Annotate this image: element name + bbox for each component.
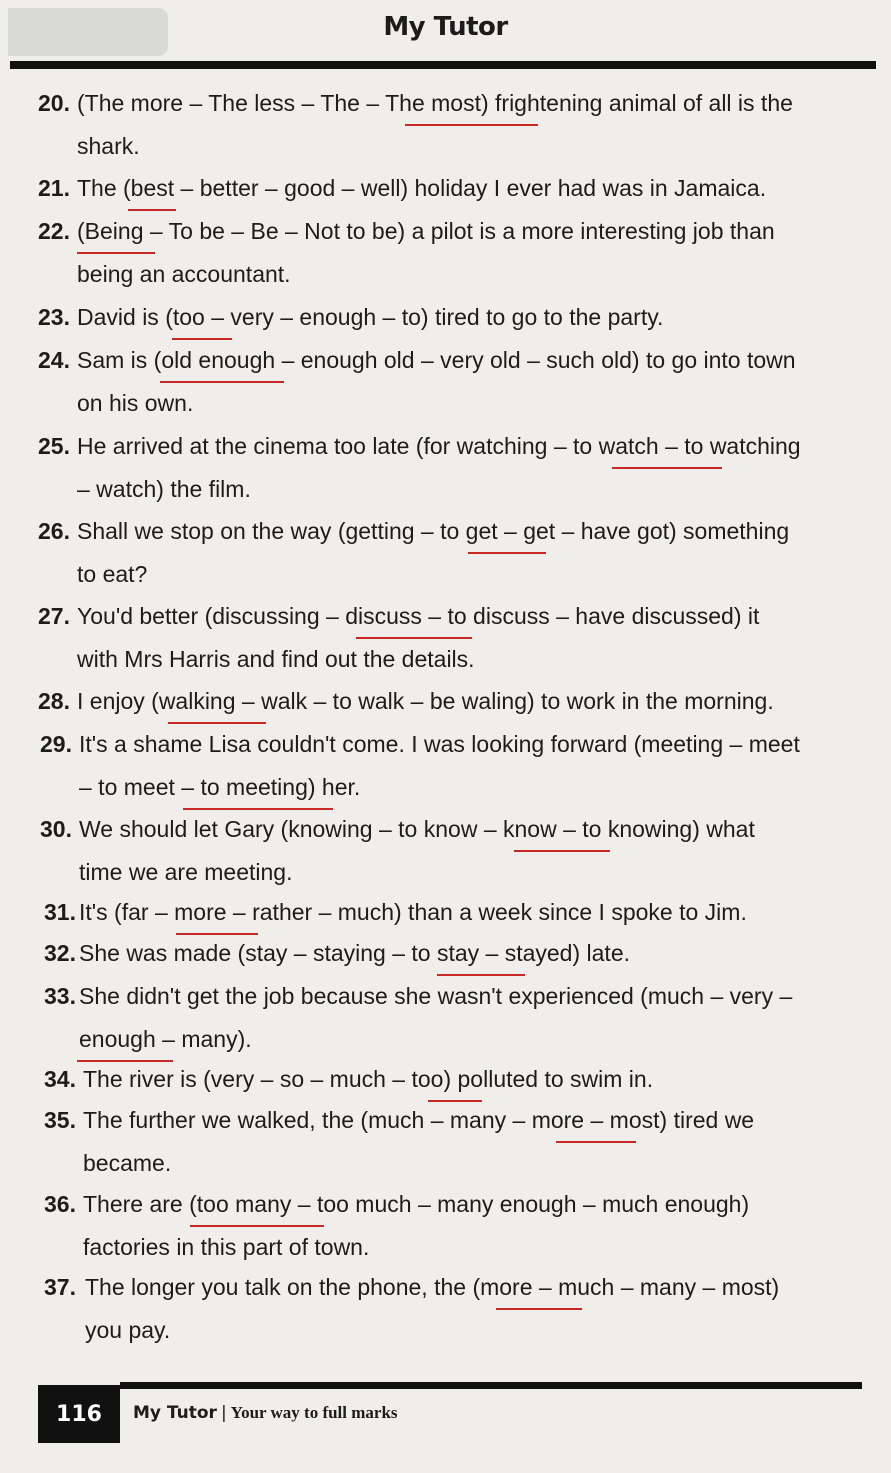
question-text-line: It's (far – more – rather – much) than a week since I spoke to Jim. (79, 899, 747, 925)
question-text-line: She didn't get the job because she wasn't experienced (much – very – (79, 983, 793, 1009)
question-text-line: Shall we stop on the way (getting – to get – get – have got) something (77, 518, 790, 544)
question-text-line: became. (83, 1150, 172, 1176)
question-text-line: Sam is (old enough – enough old – very old – such old) to go into town (77, 347, 796, 373)
answer-underline-mark (556, 1141, 636, 1143)
footer-separator: | (220, 1403, 227, 1423)
footer-brand-name: My Tutor (133, 1403, 217, 1423)
answer-underline-mark (514, 850, 610, 852)
question-text-line: You'd better (discussing – discuss – to discuss – have discussed) it (77, 603, 760, 629)
question-text-line: – watch) the film. (77, 476, 251, 502)
question-number: 20. (38, 90, 70, 116)
question-number: 23. (38, 304, 70, 330)
question-text-line: The further we walked, the (much – many – more – most) tired we (83, 1107, 755, 1133)
question-text-line: factories in this part of town. (83, 1234, 370, 1260)
question-text-line: on his own. (77, 390, 194, 416)
question-text-line: enough – many). (79, 1026, 252, 1052)
question-text-line: The (best – better – good – well) holiday I ever had was in Jamaica. (77, 175, 767, 201)
footer-brand (133, 1403, 398, 1423)
page-number: 116 (38, 1385, 120, 1443)
answer-underline-mark (172, 338, 232, 340)
answer-underline-mark (612, 467, 722, 469)
answer-underline-mark (468, 552, 546, 554)
question-text-line: with Mrs Harris and find out the details. (77, 646, 475, 672)
answer-underline-mark (176, 933, 258, 935)
question-number: 32. (44, 940, 76, 966)
question-number: 28. (38, 688, 70, 714)
question-text-line: It's a shame Lisa couldn't come. I was looking forward (meeting – meet (79, 731, 800, 757)
question-number: 37. (44, 1274, 76, 1300)
answer-underline-mark (77, 1060, 173, 1062)
question-number: 29. (40, 731, 72, 757)
question-number: 21. (38, 175, 70, 201)
header-rule (10, 61, 876, 69)
answer-underline-mark (77, 252, 155, 254)
answer-underline-mark (437, 974, 525, 976)
question-text-line: I enjoy (walking – walk – to walk – be waling) to work in the morning. (77, 688, 774, 714)
question-text-line: you pay. (85, 1317, 171, 1343)
question-number: 24. (38, 347, 70, 373)
answer-underline-mark (356, 637, 472, 639)
answer-underline-mark (496, 1308, 582, 1310)
question-text-line: (The more – The less – The – The most) frightening animal of all is the (77, 90, 793, 116)
question-number: 30. (40, 816, 72, 842)
question-text-line: David is (too – very – enough – to) tired to go to the party. (77, 304, 664, 330)
footer-rule (120, 1382, 862, 1389)
question-text-line: to eat? (77, 561, 148, 587)
question-text-line: (Being – To be – Be – Not to be) a pilot is a more interesting job than (77, 218, 775, 244)
question-text-line: We should let Gary (knowing – to know – know – to knowing) what (79, 816, 755, 842)
question-text-line: shark. (77, 133, 140, 159)
question-number: 22. (38, 218, 70, 244)
question-text-line: The river is (very – so – much – too) polluted to swim in. (83, 1066, 654, 1092)
answer-underline-mark (168, 722, 266, 724)
question-text-line: She was made (stay – staying – to stay – stayed) late. (79, 940, 631, 966)
page-title: My Tutor (383, 12, 508, 42)
question-text-line: time we are meeting. (79, 859, 293, 885)
question-number: 26. (38, 518, 70, 544)
answer-underline-mark (183, 808, 333, 810)
question-number: 34. (44, 1066, 76, 1092)
answer-underline-mark (428, 1100, 482, 1102)
question-number: 27. (38, 603, 70, 629)
question-number: 31. (44, 899, 76, 925)
question-number: 33. (44, 983, 76, 1009)
question-text-line: There are (too many – too much – many enough – much enough) (83, 1191, 750, 1217)
question-number: 25. (38, 433, 70, 459)
question-text-line: He arrived at the cinema too late (for watching – to watch – to watching (77, 433, 801, 459)
footer-tagline: Your way to full marks (230, 1403, 398, 1422)
question-text-line: – to meet – to meeting) her. (79, 774, 361, 800)
answer-underline-mark (405, 124, 538, 126)
question-text-line: The longer you talk on the phone, the (more – much – many – most) (85, 1274, 780, 1300)
question-number: 35. (44, 1107, 76, 1133)
question-number: 36. (44, 1191, 76, 1217)
answer-underline-mark (160, 381, 284, 383)
question-text-line: being an accountant. (77, 261, 291, 287)
answer-underline-mark (128, 209, 176, 211)
answer-underline-mark (190, 1225, 324, 1227)
